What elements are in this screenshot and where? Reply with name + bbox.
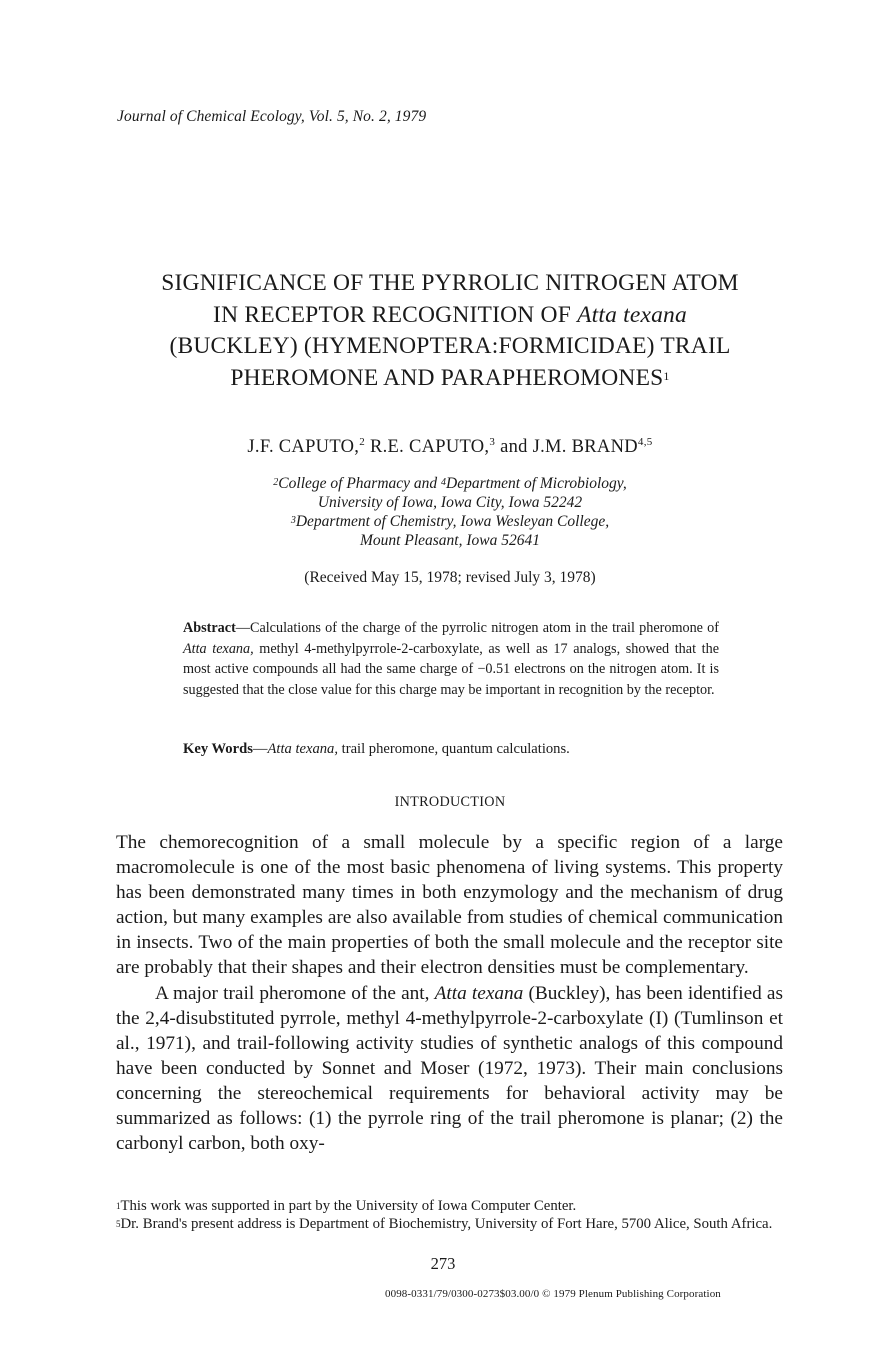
title-line-1: SIGNIFICANCE OF THE PYRROLIC NITROGEN ATOM xyxy=(161,270,739,296)
abstract-text: —Calculations of the charge of the pyrrolic nitrogen atom in the trail pheromone of xyxy=(235,620,719,636)
affiliation-marker: 4 xyxy=(441,477,447,488)
paragraph-text: A major trail pheromone of the ant, xyxy=(155,982,435,1004)
affiliation-text: Department of Microbiology, xyxy=(446,475,627,492)
key-words-label: Key Words xyxy=(183,741,253,757)
journal-citation: Journal of Chemical Ecology, Vol. 5, No. 2, 1979 xyxy=(117,108,427,125)
abstract-label: Abstract xyxy=(183,620,236,636)
author-3: and J.M. BRAND xyxy=(495,437,638,457)
affiliation-marker: 3 xyxy=(290,515,296,526)
article-title xyxy=(100,268,800,394)
author-3-marker: 4,5 xyxy=(637,436,653,448)
footnote-2 xyxy=(116,1216,784,1234)
footnote-text: Dr. Brand's present address is Department of Biochemistry, University of Fort Hare, 5700 Alice, South Africa. xyxy=(120,1215,773,1232)
title-line-4-text: PHEROMONE AND PARAPHEROMONES xyxy=(230,364,664,391)
footnote-1 xyxy=(116,1198,784,1216)
paragraph xyxy=(116,981,783,1157)
key-words-dash: — xyxy=(252,741,268,757)
body-text xyxy=(116,830,783,1156)
key-words-species: Atta texana, xyxy=(267,741,338,757)
affiliation-line-2: University of Iowa, Iowa City, Iowa 52242 xyxy=(317,494,583,511)
abstract-text: methyl 4-methylpyrrole-2-carboxylate, as well as 17 analogs, showed that the most active compounds all had the same charge of −0.51 electrons on the nitrogen atom. It is suggested that the close value for this charge may be important in recognition by the receptor. xyxy=(183,640,719,698)
abstract xyxy=(183,618,719,700)
footnote-text: This work was supported in part by the University of Iowa Computer Center. xyxy=(120,1198,577,1214)
author-2-marker: 3 xyxy=(489,436,496,448)
title-line-4 xyxy=(100,363,800,395)
title-line-2 xyxy=(100,300,800,332)
footnote-marker: 1 xyxy=(116,1201,121,1211)
affiliation-line-1 xyxy=(140,474,760,493)
key-words-text: trail pheromone, quantum calculations. xyxy=(338,741,570,757)
author-2: R.E. CAPUTO, xyxy=(365,437,490,457)
author-1-marker: 2 xyxy=(359,436,366,448)
affiliation-marker: 2 xyxy=(273,477,279,488)
footnote-marker: 5 xyxy=(116,1218,121,1229)
abstract-species: Atta texana, xyxy=(183,640,254,657)
paragraph-species: Atta texana xyxy=(434,982,524,1004)
paragraph-text: (Buckley), has been identified as the 2,4-disubstituted pyrrole, methyl 4-methylpyrrole-2-carboxylate (I) (Tumlinson et al., 1971), and trail-following activity studies of synthetic analogs of this compound have been conducted by Sonnet and Moser (1972, 1973). Their main conclusions concerning the stereochemical requirements for behavioral activity may be summarized as follows: (1) the pyrrole ring of the trail pheromone is planar; (2) the carbonyl carbon, both oxy- xyxy=(116,982,783,1155)
affiliations xyxy=(140,474,760,550)
author-1: J.F. CAPUTO, xyxy=(247,437,360,457)
title-line-3: (BUCKLEY) (HYMENOPTERA:FORMICIDAE) TRAIL xyxy=(169,333,731,359)
publisher-footer: 0098-0331/79/0300-0273$03.00/0 © 1979 Plenum Publishing Corporation xyxy=(385,1288,721,1300)
received-dates: (Received May 15, 1978; revised July 3, 1978) xyxy=(304,569,596,586)
page-number: 273 xyxy=(430,1254,456,1273)
affiliation-line-3 xyxy=(140,512,760,531)
paragraph: The chemorecognition of a small molecule by a specific region of a large macromolecule is one of the most basic phenomena of living systems. This property has been demonstrated many times in both enzymology and the mechanism of drug action, but many examples are also available from studies of chemical communication in insects. Two of the main properties of both the small molecule and the receptor site are probably that their shapes and their electron densities must be complementary. xyxy=(116,832,783,979)
affiliation-text: Department of Chemistry, Iowa Wesleyan College, xyxy=(295,513,610,530)
key-words xyxy=(183,741,723,758)
title-species: Atta texana xyxy=(577,301,687,328)
title-footnote-marker: 1 xyxy=(663,368,670,383)
author-list xyxy=(100,437,800,458)
affiliation-line-4: Mount Pleasant, Iowa 52641 xyxy=(360,532,540,549)
footnotes xyxy=(116,1198,784,1233)
affiliation-text: College of Pharmacy and xyxy=(278,475,442,492)
section-heading: INTRODUCTION xyxy=(394,794,506,810)
title-line-2-text: IN RECEPTOR RECOGNITION OF xyxy=(213,301,578,328)
